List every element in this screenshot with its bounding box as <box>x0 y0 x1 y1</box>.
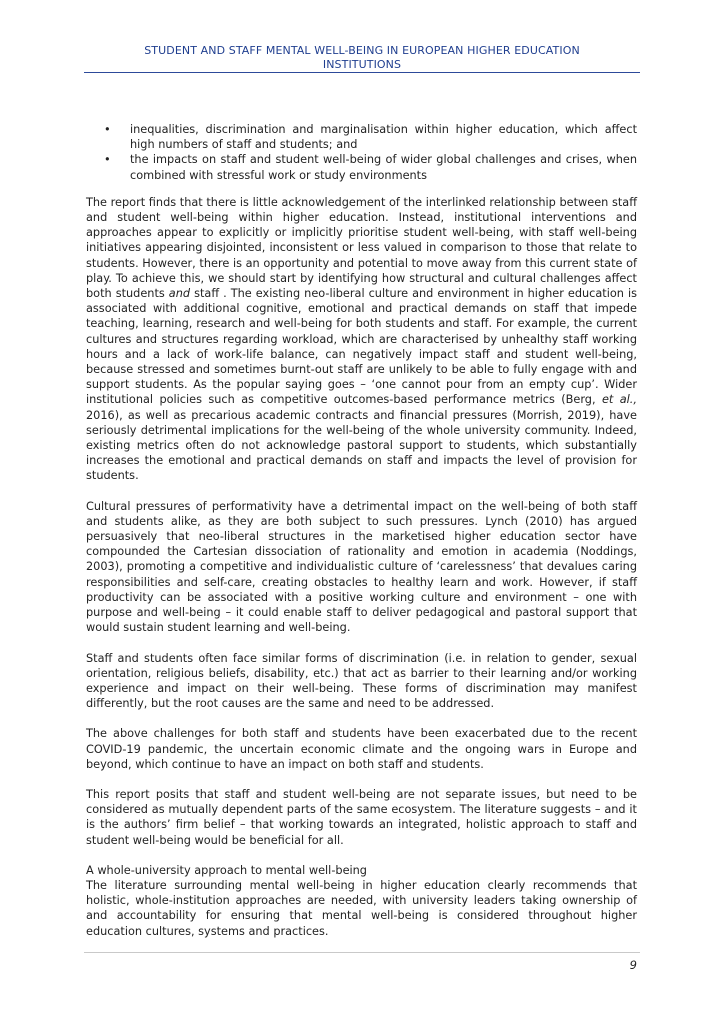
paragraph-whole-university: The literature surrounding mental well-being in higher education clearly recommends that holistic, whole-institution approaches are needed, with university leaders taking ownership of and accountability for ensuring that mental well-being is considered throughout higher education cultures, systems and practices. <box>86 878 637 938</box>
header-line-2: INSTITUTIONS <box>322 58 402 71</box>
page-number: 9 <box>629 958 637 972</box>
bullet-marker: • <box>104 123 111 136</box>
paragraph-text: staff . The existing neo-liberal culture and environment in higher education is associated with additional cognitive, emotional and practical demands on staff that impede teaching, learning, research and well-being for both students and staff. For example, the current cultures and structures regarding workload, which are characterised by unhealthy staff working hours and a lack of work-life balance, can negatively impact staff and student well-being, because stressed and sometimes burnt-out staff are unlikely to be able to fully engage with and support students. As the popular saying goes – ‘one cannot pour from an empty cup’. Wider institutional policies such as competitive outcomes-based performance metrics (Berg, <box>86 287 637 407</box>
italic-et-al: et al., <box>601 393 637 407</box>
bullet-item <box>104 152 637 182</box>
bullet-item <box>104 122 637 152</box>
bullet-text: inequalities, discrimination and marginalisation within higher education, which affect high numbers of staff and students; and <box>130 123 637 152</box>
bullet-list <box>86 122 637 183</box>
page-body <box>86 122 637 954</box>
header-divider <box>84 72 640 73</box>
header-line-1: STUDENT AND STAFF MENTAL WELL-BEING IN EUROPEAN HIGHER EDUCATION <box>144 44 580 57</box>
paragraph-covid: The above challenges for both staff and students have been exacerbated due to the recent COVID-19 pandemic, the uncertain economic climate and the ongoing wars in Europe and beyond, which continue to have an impact on both staff and students. <box>86 727 637 771</box>
paragraph-performativity: Cultural pressures of performativity have a detrimental impact on the well-being of both staff and students alike, as they are both subject to such pressures. Lynch (2010) has argued persuasively that neo-liberal structures in the marketised higher education sector have compounded the Cartesian dissociation of rationality and emotion in academia (Noddings, 2003), promoting a competitive and individualistic culture of ‘carelessness’ that devalues caring responsibilities and self-care, creating obstacles to healthy learn and work. However, if staff productivity can be associated with a positive working culture and environment – one with purpose and well-being – it could enable staff to deliver pedagogical and pastoral support that would sustain student learning and well-being. <box>86 499 637 635</box>
paragraph-staff-student-relationship <box>86 195 637 484</box>
footer-divider <box>84 952 640 953</box>
bullet-text: the impacts on staff and student well-being of wider global challenges and crises, when combined with stressful work or study environments <box>130 153 637 182</box>
section-heading: A whole-university approach to mental well-being <box>86 863 367 877</box>
paragraph-text: The report finds that there is little acknowledgement of the interlinked relationship between staff and student well-being within higher education. Instead, institutional interventions and approaches appear to explicitly or implicitly prioritise student well-being, with staff well-being initiatives appearing disjointed, inconsistent or less valued in comparison to those that relate to students. However, there is an opportunity and potential to move away from this current state of play. To achieve this, we should start by identifying how structural and cultural challenges affect both students <box>86 195 637 301</box>
paragraph-ecosystem: This report posits that staff and student well-being are not separate issues, but need to be considered as mutually dependent parts of the same ecosystem. The literature suggests – and it is the authors’ firm belief – that working towards an integrated, holistic approach to staff and student well-being would be beneficial for all. <box>86 787 637 847</box>
italic-and: and <box>168 287 191 301</box>
paragraph-discrimination: Staff and students often face similar forms of discrimination (i.e. in relation to gender, sexual orientation, religious beliefs, disability, etc.) that act as barrier to their learning and/or working experience and impact on their well-being. These forms of discrimination may manifest differently, but the root causes are the same and need to be addressed. <box>86 651 637 711</box>
running-header <box>84 44 640 72</box>
bullet-marker: • <box>104 153 111 167</box>
paragraph-text: 2016), as well as precarious academic contracts and financial pressures (Morrish, 2019), have seriously detrimental implications for the well-being of the whole university community. Indeed, existing metrics often do not acknowledge pastoral support to students, which substantially increases the emotional and practical demands on staff and impacts the level of provision for students. <box>86 408 637 483</box>
